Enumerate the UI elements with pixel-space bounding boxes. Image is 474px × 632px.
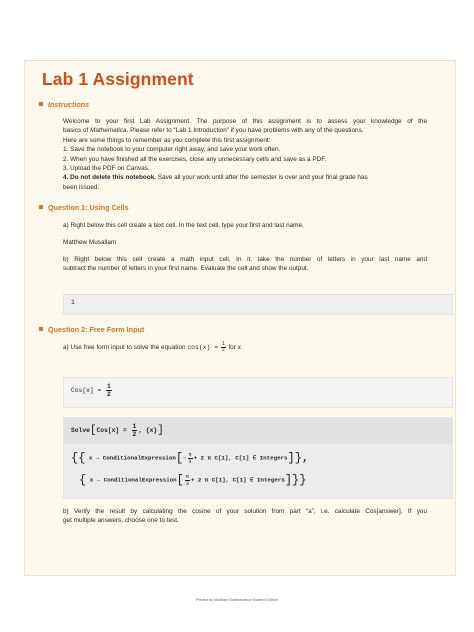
fraction-numerator: 1 [107, 383, 111, 390]
student-name-text: Matthew Musallam [63, 239, 117, 246]
fraction [106, 383, 112, 398]
section-bullet-icon [39, 205, 43, 209]
fraction-denominator: 2 [132, 431, 137, 438]
step-item: 2. When you have finished all the exercises, close any unnecessary cells and save as a PDF. [63, 155, 327, 163]
section-question-2-label: Question 2: Free Form Input [48, 325, 145, 334]
brace-open: {{ [71, 451, 86, 465]
fraction-numerator: π [185, 473, 189, 480]
bracket-close: ] [284, 473, 293, 487]
question2-part-b [63, 507, 427, 526]
section-instructions-label: Instructions [48, 100, 90, 109]
section-bullet-icon [39, 102, 43, 106]
fraction [185, 474, 190, 487]
step-item [63, 173, 427, 182]
text-span: basics of [63, 127, 90, 135]
section-question-1-label: Question 1: Using Cells [48, 203, 129, 212]
mathematica-italic: Mathematica [90, 127, 127, 135]
student-name[interactable] [63, 238, 427, 247]
question2-part-a [63, 342, 427, 353]
fraction-denominator: 2 [107, 391, 111, 398]
minus-sign: − [183, 454, 187, 462]
solution-expr: + 2 π C[1], C[1] ∈ Integers [193, 454, 288, 462]
instructions-line: Welcome to your first Lab Assignment. The purpose of this assignment is to assess your knowledge of the [63, 118, 427, 125]
brace-close: }, [294, 451, 310, 465]
text-span: . Please refer to “Lab 1 Introduction” if you have problems with any of the questions. [126, 127, 364, 135]
step-item: been issued. [63, 183, 100, 191]
section-question-2[interactable] [39, 325, 144, 334]
bracket-open: [ [175, 451, 184, 465]
input-cell-value: 1 [71, 299, 75, 306]
text-span: for [226, 344, 238, 352]
fraction-numerator: π [188, 451, 192, 458]
text-line: subtract the number of letters in your first name. Evaluate the cell and show the output. [63, 265, 309, 273]
equation-text: cos(x) = [187, 344, 219, 352]
math-input-cell[interactable] [63, 294, 453, 315]
fraction [221, 342, 226, 353]
freeform-result [71, 383, 113, 398]
solve-arg: Cos[x] = [96, 427, 127, 434]
text-line: b) Right below this cell create a math input cell. In it, take the number of letters in your last name and [63, 256, 427, 263]
section-bullet-icon [39, 327, 43, 331]
text-line: get multiple answers, choose one to test. [63, 517, 179, 525]
step-item: 3. Upload the PDF on Canvas. [63, 165, 150, 173]
fraction-denominator: 2 [221, 347, 225, 353]
solution-expr: x → ConditionalExpression [89, 476, 177, 484]
fraction [132, 423, 138, 438]
solve-function: Solve [71, 427, 90, 434]
section-instructions[interactable] [39, 100, 89, 109]
fraction [188, 452, 193, 465]
fraction-numerator: 1 [221, 341, 225, 347]
question1-part-b [63, 255, 427, 274]
bracket-open: [ [89, 424, 97, 437]
brace-open: { [79, 473, 87, 487]
solution-expr: x → ConditionalExpression [88, 454, 176, 462]
fraction-denominator: 3 [185, 480, 189, 487]
text-span: Save all your work until after the semester is over and your final grade has [156, 174, 368, 182]
brace-close: }} [292, 473, 307, 487]
cos-expression: Cos[x] = [71, 387, 102, 394]
solution-expr: + 2 π C[1], C[1] ∈ Integers [190, 476, 285, 484]
step-item: 1. Save the notebook to your computer right away, and save your work often. [63, 146, 281, 154]
fraction-numerator: 1 [132, 423, 137, 430]
text-span: a) Use free form input to solve the equation [63, 344, 188, 352]
instructions-text [63, 117, 427, 192]
solve-arg: , {x} [138, 427, 158, 434]
fraction-denominator: 3 [188, 458, 192, 465]
question1-part-a [63, 221, 427, 230]
instructions-line: Here are some things to remember as you complete this first assignment: [63, 136, 271, 144]
variable-x: x [237, 344, 241, 352]
page-title: Lab 1 Assignment [42, 69, 194, 89]
section-question-1[interactable] [39, 203, 129, 212]
instructions-line [63, 126, 427, 135]
text-line: a) Right below this cell create a text cell. In the text cell, type your first and last name. [63, 222, 304, 229]
print-footer: Printed by Wolfram Mathematica Student Edition [196, 598, 278, 602]
step4-bold: 4. Do not delete this notebook. [63, 174, 157, 182]
solve-input [71, 423, 164, 438]
solve-cell[interactable] [63, 417, 453, 499]
text-line: b) Verify the result by calculating the cosine of your solution from part “a”, i.e. calculate Cos[answer]. If you [63, 508, 427, 515]
solution-row [79, 473, 306, 487]
text-span: . [240, 344, 243, 352]
bracket-open: [ [176, 473, 184, 487]
bracket-close: ] [287, 451, 295, 465]
notebook-page [24, 60, 456, 576]
bracket-close: ] [157, 424, 164, 437]
solution-row [71, 451, 309, 465]
freeform-result-cell[interactable] [63, 377, 453, 408]
